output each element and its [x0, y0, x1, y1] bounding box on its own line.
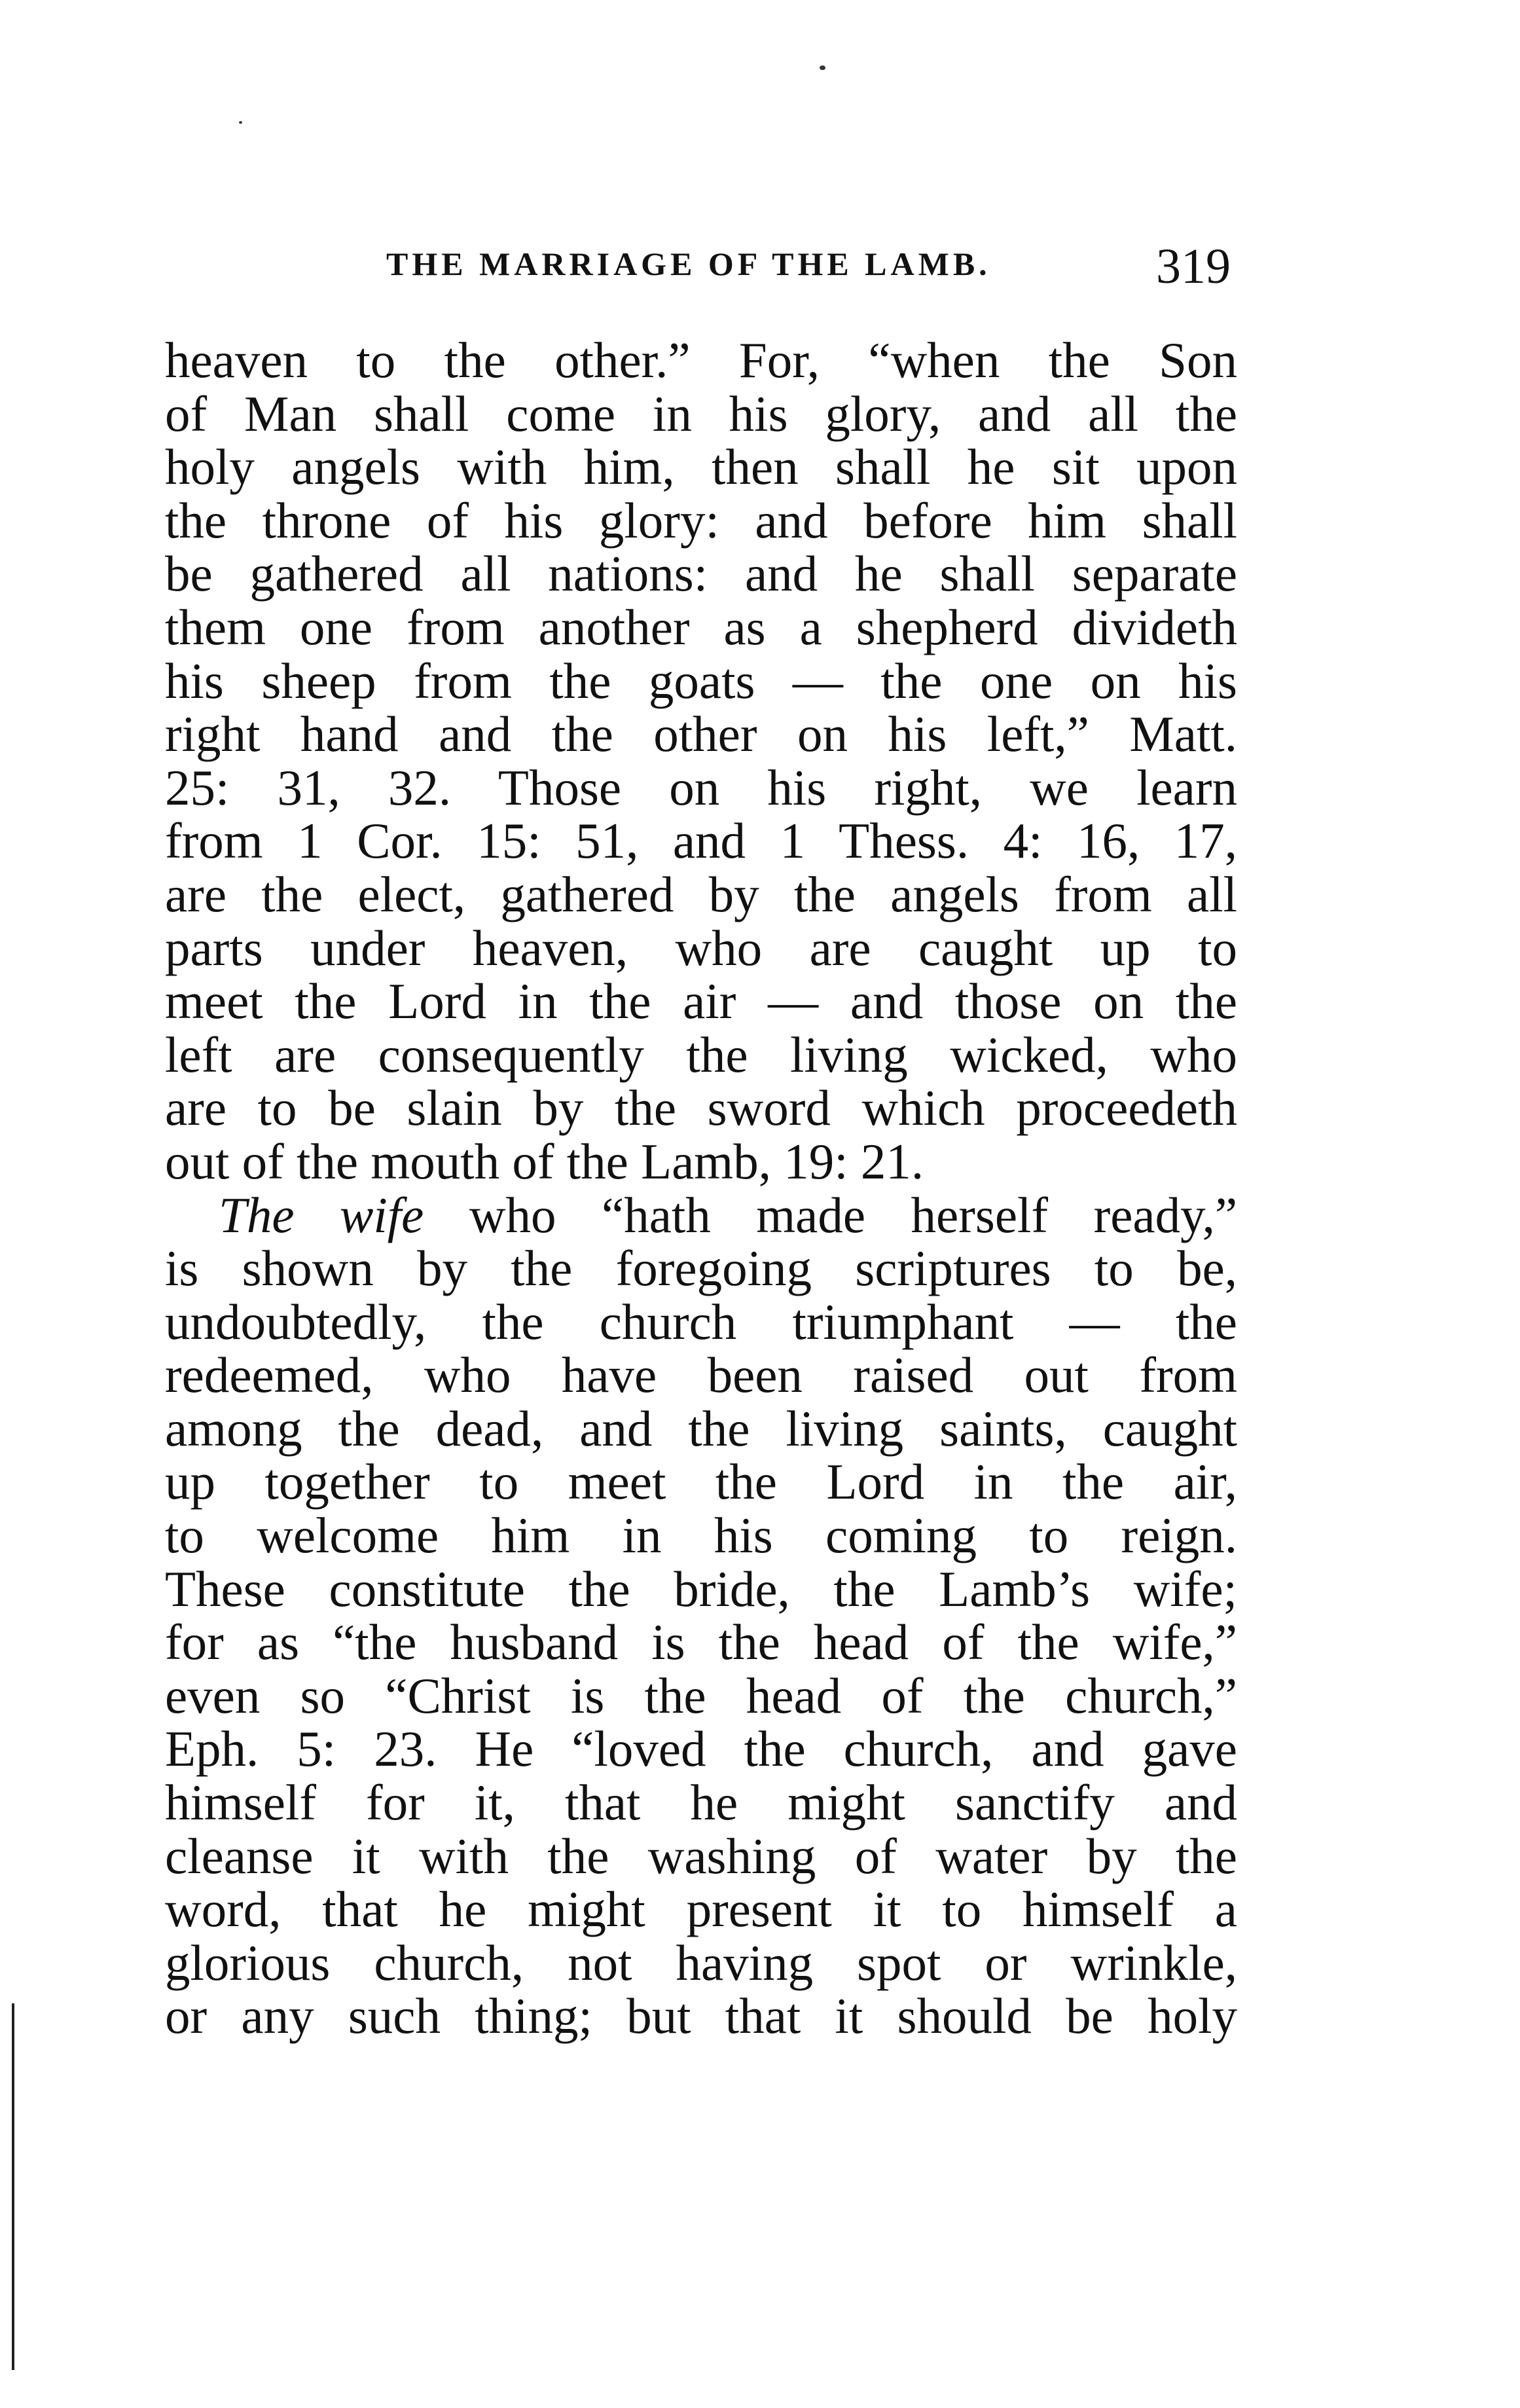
body-text: [165, 334, 1237, 2043]
text-line: among the dead, and the living saints, caught: [165, 1400, 1237, 1457]
text-line: 25: 31, 32. Those on his right, we learn: [165, 759, 1237, 816]
text-line: from 1 Cor. 15: 51, and 1 Thess. 4: 16, 17,: [165, 812, 1237, 869]
text-line: These constitute the bride, the Lamb’s wife;: [165, 1560, 1237, 1617]
text-line: to welcome him in his coming to reign.: [165, 1507, 1237, 1564]
text-line: even so “Christ is the head of the church,”: [165, 1667, 1237, 1724]
text-line: parts under heaven, who are caught up to: [165, 919, 1237, 976]
text-line: are to be slain by the sword which proceedeth: [165, 1080, 1237, 1137]
running-head: [386, 237, 1231, 296]
text-line: for as “the husband is the head of the wife,”: [165, 1614, 1237, 1671]
text-run: who “hath made herself ready,”: [424, 1186, 1238, 1243]
text-line: glorious church, not having spot or wrinkle,: [165, 1934, 1237, 1991]
text-line: redeemed, who have been raised out from: [165, 1347, 1237, 1404]
text-line: up together to meet the Lord in the air,: [165, 1453, 1237, 1510]
ink-speck: [820, 65, 825, 70]
text-line: is shown by the foregoing scriptures to be,: [165, 1240, 1237, 1297]
text-line: heaven to the other.” For, “when the Son: [165, 332, 1237, 388]
text-line: are the elect, gathered by the angels from all: [165, 866, 1237, 922]
text-line: out of the mouth of the Lamb, 19: 21.: [165, 1133, 924, 1190]
text-line: be gathered all nations: and he shall separate: [165, 545, 1237, 602]
text-line: cleanse it with the washing of water by the: [165, 1827, 1237, 1884]
text-line: or any such thing; but that it should be holy: [165, 1988, 1237, 2045]
text-line: them one from another as a shepherd divideth: [165, 598, 1237, 655]
paragraph-first-line: [165, 1186, 1238, 1243]
text-line: right hand and the other on his left,” Matt.: [165, 706, 1237, 763]
text-line: the throne of his glory: and before him shall: [165, 492, 1237, 549]
text-line: undoubtedly, the church triumphant — the: [165, 1293, 1237, 1350]
text-line: left are consequently the living wicked, who: [165, 1026, 1237, 1083]
running-title: THE MARRIAGE OF THE LAMB.: [386, 246, 991, 282]
page-number: 319: [1156, 239, 1231, 294]
ink-speck: [239, 121, 242, 124]
text-line: holy angels with him, then shall he sit upon: [165, 439, 1237, 496]
text-line: meet the Lord in the air — and those on the: [165, 973, 1237, 1030]
text-line: Eph. 5: 23. He “loved the church, and gave: [165, 1721, 1237, 1778]
italic-phrase: The wife: [219, 1186, 424, 1243]
text-line: himself for it, that he might sanctify and: [165, 1774, 1237, 1831]
scan-margin-line: [12, 2003, 14, 2370]
text-line: of Man shall come in his glory, and all the: [165, 385, 1237, 442]
text-line: his sheep from the goats — the one on his: [165, 652, 1237, 709]
text-line: word, that he might present it to himself a: [165, 1881, 1237, 1938]
